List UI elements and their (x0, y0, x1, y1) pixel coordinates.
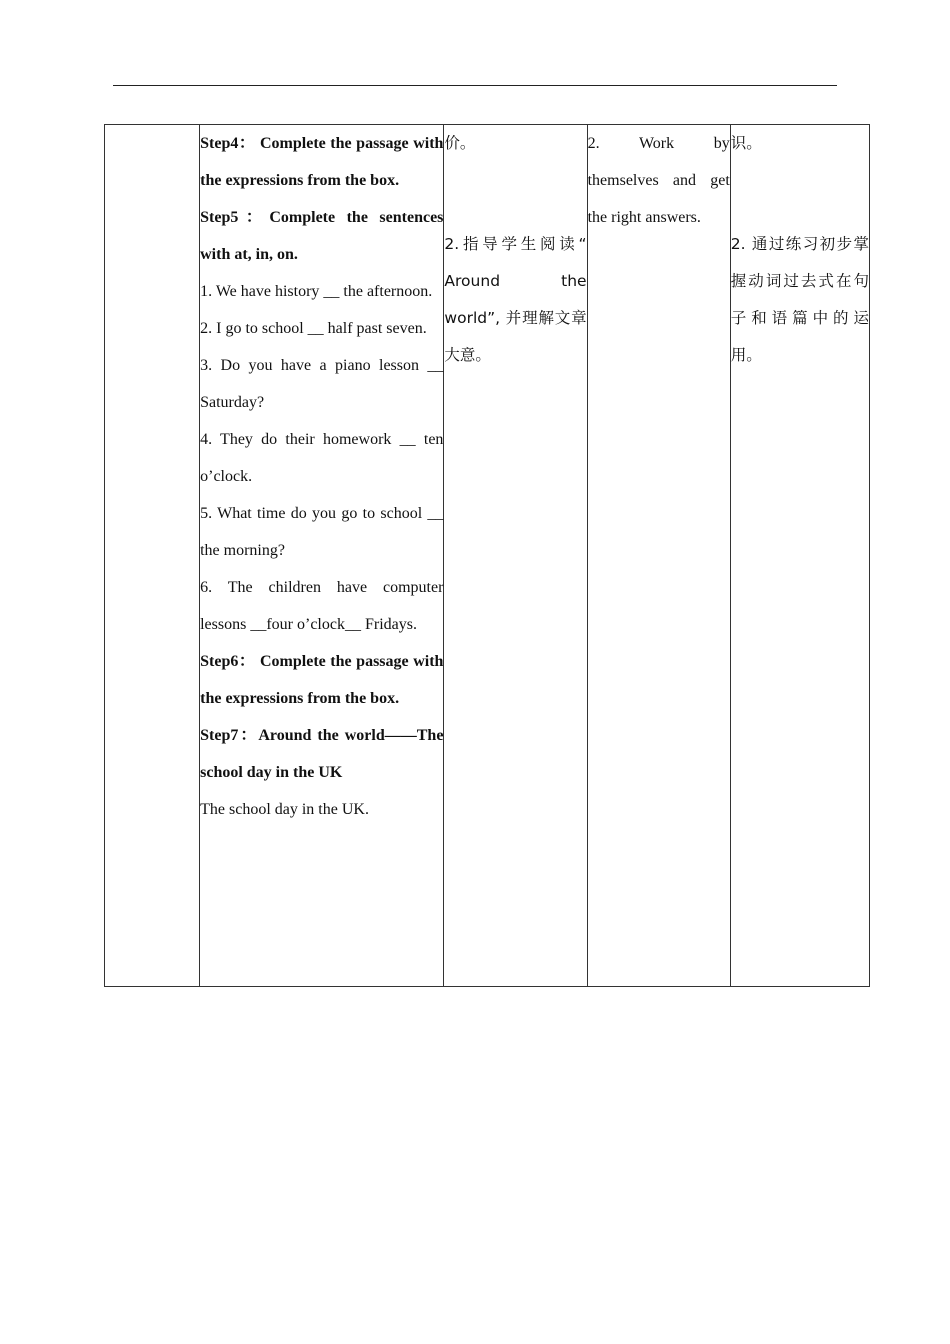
steps-cell (200, 125, 444, 987)
teacher-activity-cell (444, 125, 587, 987)
step6-text: Step6： Complete the passage with the expressions from the box. (200, 653, 444, 707)
lesson-plan-table (104, 124, 870, 987)
table-row (105, 125, 870, 987)
step7-body: The school day in the UK. (200, 801, 369, 818)
exercise-item-1: 1. We have history __ the afternoon. (200, 283, 433, 300)
design-purpose-cell (730, 125, 869, 987)
step5-text: Step5：Complete the sentences with at, in, on. (200, 209, 444, 263)
step4-text: Step4： Complete the passage with the expressions from the box. (200, 135, 444, 189)
purpose-line-2: 2. 通过练习初步掌握动词过去式在句子和语篇中的运用。 (730, 235, 869, 364)
exercise-item-5: 5. What time do you go to school __ the morning? (200, 505, 444, 559)
student-line-1: 2. Work by themselves and get the right answers. (587, 135, 730, 226)
stage-cell (105, 125, 200, 987)
student-activity-cell (587, 125, 730, 987)
header-rule (113, 85, 837, 86)
exercise-item-2: 2. I go to school __ half past seven. (200, 320, 427, 337)
step7-text: Step7：Around the world——The school day in the UK (200, 727, 444, 781)
teacher-line-1: 价。 (444, 134, 476, 152)
purpose-line-1: 识。 (730, 134, 762, 152)
teacher-line-2: 2.指导学生阅读“ Around the world”, 并理解文章大意。 (444, 235, 587, 364)
exercise-item-3: 3. Do you have a piano lesson __ Saturday? (200, 357, 444, 411)
exercise-item-6: 6. The children have computer lessons __four o’clock__ Fridays. (200, 579, 444, 633)
exercise-item-4: 4. They do their homework __ ten o’clock. (200, 431, 444, 485)
